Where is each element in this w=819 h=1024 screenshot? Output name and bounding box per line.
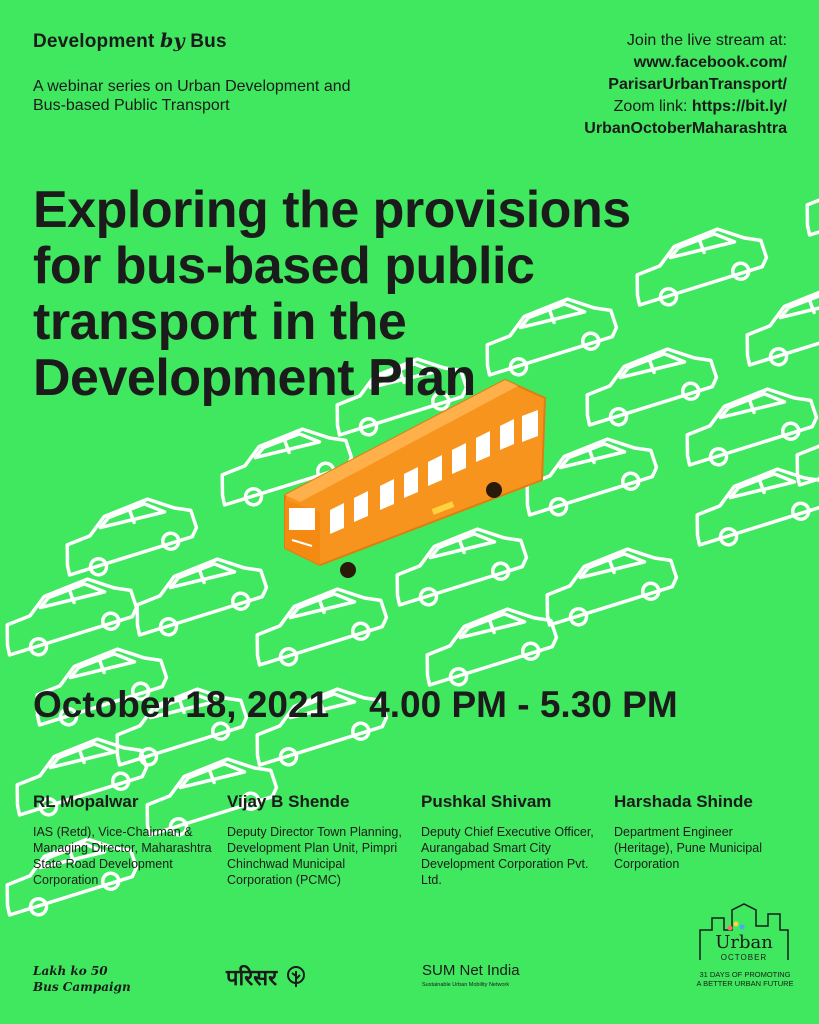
parisar-wordmark: परिसर xyxy=(226,966,278,991)
livestream-info xyxy=(527,30,787,140)
tagline-line: A BETTER URBAN FUTURE xyxy=(696,979,794,988)
facebook-link[interactable]: www.facebook.com/ xyxy=(633,54,787,71)
series-subtitle: A webinar series on Urban Development and Bus-based Public Transport xyxy=(33,78,351,114)
speaker-name: Vijay B Shende xyxy=(227,792,350,811)
series-title: Development by Bus xyxy=(33,30,227,52)
headline-line: Exploring the provisions xyxy=(33,181,631,239)
speaker-name: Harshada Shinde xyxy=(614,792,753,811)
livestream-intro: Join the live stream at: xyxy=(626,32,787,49)
speaker-role: IAS (Retd), Vice-Chairman & Managing Director, Maharashtra State Road Development Corporation xyxy=(33,825,212,887)
uo-october: OCTOBER xyxy=(720,953,768,962)
speaker-card xyxy=(421,792,601,888)
tree-icon xyxy=(285,966,307,988)
sum-net-subtitle: Sustainable Urban Mobility Network xyxy=(422,982,510,988)
parisar-logo xyxy=(226,962,307,992)
speaker-role: Department Engineer (Heritage), Pune Municipal Corporation xyxy=(614,825,762,871)
speaker-card xyxy=(33,792,213,888)
speaker-role: Deputy Chief Executive Officer, Aurangabad Smart City Development Corporation Pvt. Ltd. xyxy=(421,825,594,887)
event-datetime xyxy=(33,684,803,726)
event-time: 4.00 PM - 5.30 PM xyxy=(369,684,678,725)
event-date: October 18, 2021 xyxy=(33,684,330,725)
sum-net-logo: SUM Net India xyxy=(422,962,520,979)
campaign-logo xyxy=(33,963,131,995)
speaker-name: RL Mopalwar xyxy=(33,792,139,811)
uo-urban: Urban xyxy=(715,932,773,953)
speaker-card xyxy=(614,792,794,872)
speaker-role: Deputy Director Town Planning, Development Plan Unit, Pimpri Chinchwad Municipal Corporation (PCMC) xyxy=(227,825,402,887)
zoom-label: Zoom link: xyxy=(613,98,692,115)
zoom-link[interactable]: https://bit.ly/ xyxy=(691,98,787,115)
tagline-line: 31 DAYS OF PROMOTING xyxy=(699,970,791,979)
headline-line: Development Plan xyxy=(33,349,476,407)
urban-october-tagline xyxy=(690,970,800,988)
campaign-line: Bus Campaign xyxy=(33,980,131,994)
facebook-link-path[interactable]: ParisarUrbanTransport/ xyxy=(608,76,787,93)
headline xyxy=(33,182,693,406)
headline-line: transport in the xyxy=(33,293,407,351)
campaign-line: Lakh ko 50 xyxy=(33,964,108,978)
zoom-link-path[interactable]: UrbanOctoberMaharashtra xyxy=(584,120,787,137)
headline-line: for bus-based public xyxy=(33,237,535,295)
speaker-card xyxy=(227,792,407,888)
speaker-name: Pushkal Shivam xyxy=(421,792,552,811)
city-skyline-icon xyxy=(694,900,794,970)
